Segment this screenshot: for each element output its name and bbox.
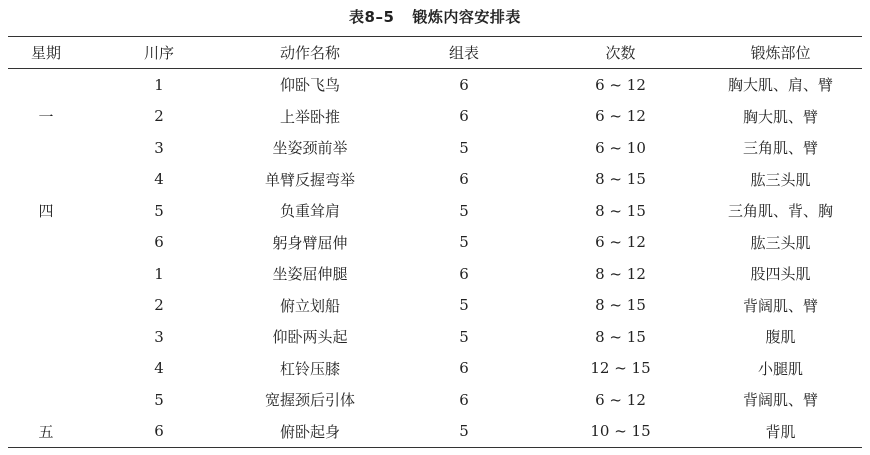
sets-cell: 5 [459, 296, 469, 315]
sets-cell: 6 [459, 75, 469, 94]
reps-cell: 6 ~ 12 [595, 390, 646, 409]
body-part-cell: 肱三头肌 [750, 170, 811, 189]
body-part-cell: 三角肌、背、胸 [727, 202, 833, 221]
exercise-name-cell: 宽握颈后引体 [264, 391, 355, 410]
order-cell: 2 [154, 296, 164, 315]
reps-cell: 8 ~ 15 [595, 296, 646, 315]
exercise-schedule-table [8, 36, 862, 448]
table-title: 锻炼内容安排表 [412, 8, 521, 26]
table-row [8, 353, 862, 385]
column-header-reps: 次数 [542, 37, 699, 69]
reps-cell: 6 ~ 12 [595, 107, 646, 126]
table-row [8, 69, 862, 101]
exercise-name-cell: 坐姿颈前举 [272, 139, 348, 158]
exercise-name-cell: 躬身臂屈伸 [272, 233, 348, 252]
sets-cell: 6 [459, 170, 469, 189]
day-cell [8, 384, 84, 416]
sets-cell: 6 [459, 359, 469, 378]
body-part-cell: 胸大肌、肩、臂 [727, 76, 833, 95]
table-row [8, 384, 862, 416]
body-part-cell: 背阔肌、臂 [742, 391, 818, 410]
reps-cell: 10 ~ 15 [542, 416, 699, 448]
order-cell: 1 [154, 75, 164, 94]
day-cell [8, 321, 84, 353]
header-row [8, 37, 862, 69]
body-part-cell: 股四头肌 [750, 265, 811, 284]
reps-cell: 6 ~ 12 [595, 233, 646, 252]
order-cell: 6 [84, 416, 234, 448]
exercise-name-cell: 单臂反握弯举 [264, 170, 355, 189]
order-cell: 1 [154, 264, 164, 283]
body-part-cell: 背阔肌、臂 [742, 296, 818, 315]
body-part-cell: 三角肌、臂 [742, 139, 818, 158]
day-cell: 四 [38, 202, 54, 221]
sets-cell: 5 [386, 416, 542, 448]
reps-cell: 8 ~ 15 [595, 170, 646, 189]
column-header-exercise-name: 动作名称 [234, 37, 386, 69]
reps-cell: 8 ~ 15 [595, 327, 646, 346]
reps-cell: 8 ~ 15 [595, 201, 646, 220]
day-cell [8, 132, 84, 164]
sets-cell: 6 [459, 390, 469, 409]
exercise-name-cell: 杠铃压膝 [279, 359, 340, 378]
body-part-cell: 肱三头肌 [750, 233, 811, 252]
reps-cell: 6 ~ 10 [595, 138, 646, 157]
column-header-order: 川序 [84, 37, 234, 69]
day-cell [8, 69, 84, 101]
exercise-name-cell: 仰卧飞鸟 [279, 76, 340, 95]
exercise-name-cell: 仰卧两头起 [272, 328, 348, 347]
order-cell: 5 [154, 201, 164, 220]
order-cell: 4 [154, 359, 164, 378]
day-cell [8, 227, 84, 259]
table-row [8, 321, 862, 353]
reps-cell: 8 ~ 12 [595, 264, 646, 283]
day-cell [8, 164, 84, 196]
table-row [8, 195, 862, 227]
table-row [8, 258, 862, 290]
table-row [8, 290, 862, 322]
table-row [8, 416, 862, 448]
sets-cell: 6 [459, 264, 469, 283]
table-row [8, 132, 862, 164]
table-row [8, 164, 862, 196]
day-cell [8, 290, 84, 322]
order-cell: 3 [154, 327, 164, 346]
body-part-cell: 小腿肌 [757, 359, 803, 378]
column-header-body-part: 锻炼部位 [699, 37, 862, 69]
table-number: 表8–5 [349, 8, 395, 26]
day-cell [8, 258, 84, 290]
day-cell [8, 353, 84, 385]
order-cell: 6 [154, 233, 164, 252]
order-cell: 3 [154, 138, 164, 157]
exercise-name-cell: 俯立划船 [279, 296, 340, 315]
sets-cell: 5 [459, 138, 469, 157]
column-header-sets: 组表 [386, 37, 542, 69]
sets-cell: 6 [459, 107, 469, 126]
order-cell: 4 [154, 170, 164, 189]
reps-cell: 6 ~ 12 [595, 75, 646, 94]
table-caption [0, 6, 870, 27]
exercise-name-cell: 负重耸肩 [279, 202, 340, 221]
order-cell: 2 [154, 107, 164, 126]
exercise-name-cell: 坐姿屈伸腿 [272, 265, 348, 284]
day-cell: 五 [8, 416, 84, 448]
table-body [8, 69, 862, 448]
body-part-cell: 背肌 [699, 416, 862, 448]
body-part-cell: 胸大肌、臂 [742, 107, 818, 126]
table-row [8, 227, 862, 259]
exercise-name-cell: 俯卧起身 [234, 416, 386, 448]
sets-cell: 5 [459, 201, 469, 220]
day-cell: 一 [38, 107, 54, 126]
column-header-day: 星期 [8, 37, 84, 69]
reps-cell: 12 ~ 15 [590, 359, 651, 378]
order-cell: 5 [154, 390, 164, 409]
sets-cell: 5 [459, 327, 469, 346]
sets-cell: 5 [459, 233, 469, 252]
body-part-cell: 腹肌 [765, 328, 796, 347]
table-row [8, 101, 862, 133]
exercise-name-cell: 上举卧推 [279, 107, 340, 126]
